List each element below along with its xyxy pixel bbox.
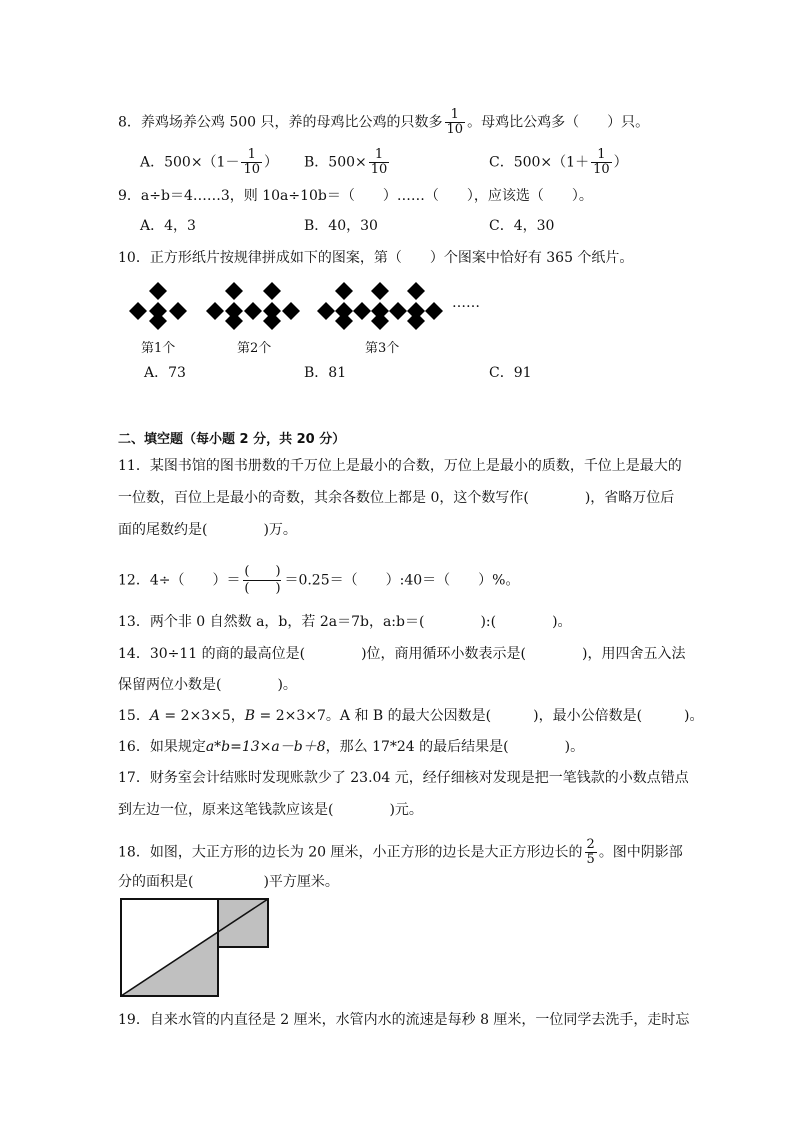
q8-option-b[interactable]: B．500× $\frac{1}{10}$: [304, 147, 388, 177]
q12-fraction-blank[interactable]: ( ) ( ): [244, 564, 281, 596]
q17-line-1: 17．财务室会计结账时发现账款少了 23.04 元，经仔细核对发现是把一笔钱款的小数点错点: [118, 770, 689, 786]
q10-option-a[interactable]: A．73: [144, 365, 186, 381]
pattern-3-caption: 第3个: [365, 341, 400, 356]
q10-option-b[interactable]: B．81: [304, 365, 347, 381]
q13-stem: 13．两个非 0 自然数 a，b，若 2a＝7b，a:b＝( ):( )。: [118, 614, 572, 630]
q11-line-2: 一位数，百位上是最小的奇数，其余各数位上都是 0，这个数写作( )，省略万位后: [118, 490, 675, 506]
q14-line-1: 14．30÷11 的商的最高位是( )位，商用循环小数表示是( )，用四舍五入法: [118, 646, 686, 662]
q8-fraction: $\frac{1}{10}$: [446, 107, 464, 137]
pattern-2-caption: 第2个: [237, 341, 272, 356]
q11-line-3: 面的尾数约是( )万。: [118, 522, 297, 538]
pattern-2: [206, 282, 300, 330]
pattern-3: [317, 282, 443, 330]
q8-option-a[interactable]: A．500×（1－ $\frac{1}{10}$ ）: [140, 147, 279, 177]
squares-shading-figure: [121, 899, 271, 999]
q9-option-c[interactable]: C．4，30: [489, 218, 555, 234]
pattern-1-caption: 第1个: [141, 341, 176, 356]
q18-line-2: 分的面积是( )平方厘米。: [118, 874, 339, 890]
q19-line-1: 19．自来水管的内直径是 2 厘米，水管内水的流速是每秒 8 厘米，一位同学去洗手，走时忘: [118, 1012, 690, 1028]
q10-option-c[interactable]: C．91: [489, 365, 532, 381]
section-2-heading: 二、填空题（每小题 2 分，共 20 分）: [118, 432, 346, 447]
q11-line-1: 11．某图书馆的图书册数的千万位上是最小的合数，万位上是最小的质数，千位上是最大的: [118, 458, 682, 474]
q9-option-a[interactable]: A．4，3: [140, 218, 196, 234]
q17-line-2: 到左边一位，原来这笔钱款应该是( )元。: [118, 802, 423, 818]
q12-stem: 12．4÷（ ）＝ ( ) ( ) ＝0.25＝（ ）:40＝（ ）%。: [118, 564, 520, 596]
pattern-ellipsis: ……: [452, 295, 480, 311]
q9-stem: 9．a÷b＝4……3，则 10a÷10b＝（ ）……（ ），应该选（ ）。: [118, 188, 593, 204]
q18-line-1: 18．如图，大正方形的边长为 20 厘米，小正方形的边长是大正方形边长的 $\frac{2}{5}$ 。图中阴影部: [118, 837, 683, 867]
q14-line-2: 保留两位小数是( )。: [118, 677, 297, 693]
q8-option-c[interactable]: C．500×（1＋ $\frac{1}{10}$ ）: [489, 147, 628, 177]
pattern-1: [129, 282, 187, 330]
diamond-pattern-figure: [128, 280, 468, 330]
q15-stem: 15．A = 2×3×5，B = 2×3×7。A 和 B 的最大公因数是( )，最小公倍数是( )。: [118, 708, 704, 724]
q18-fraction: $\frac{2}{5}$: [586, 837, 595, 867]
q16-stem: 16．如果规定a*b=13×a－b＋8，那么 17*24 的最后结果是( )。: [118, 739, 585, 755]
q9-option-b[interactable]: B．40，30: [304, 218, 378, 234]
q8-stem: 8．养鸡场养公鸡 500 只，养的母鸡比公鸡的只数多 $\frac{1}{10}$ 。母鸡比公鸡多（ ）只。: [118, 107, 650, 137]
q10-stem: 10．正方形纸片按规律拼成如下的图案，第（ ）个图案中恰好有 365 个纸片。: [118, 250, 634, 266]
